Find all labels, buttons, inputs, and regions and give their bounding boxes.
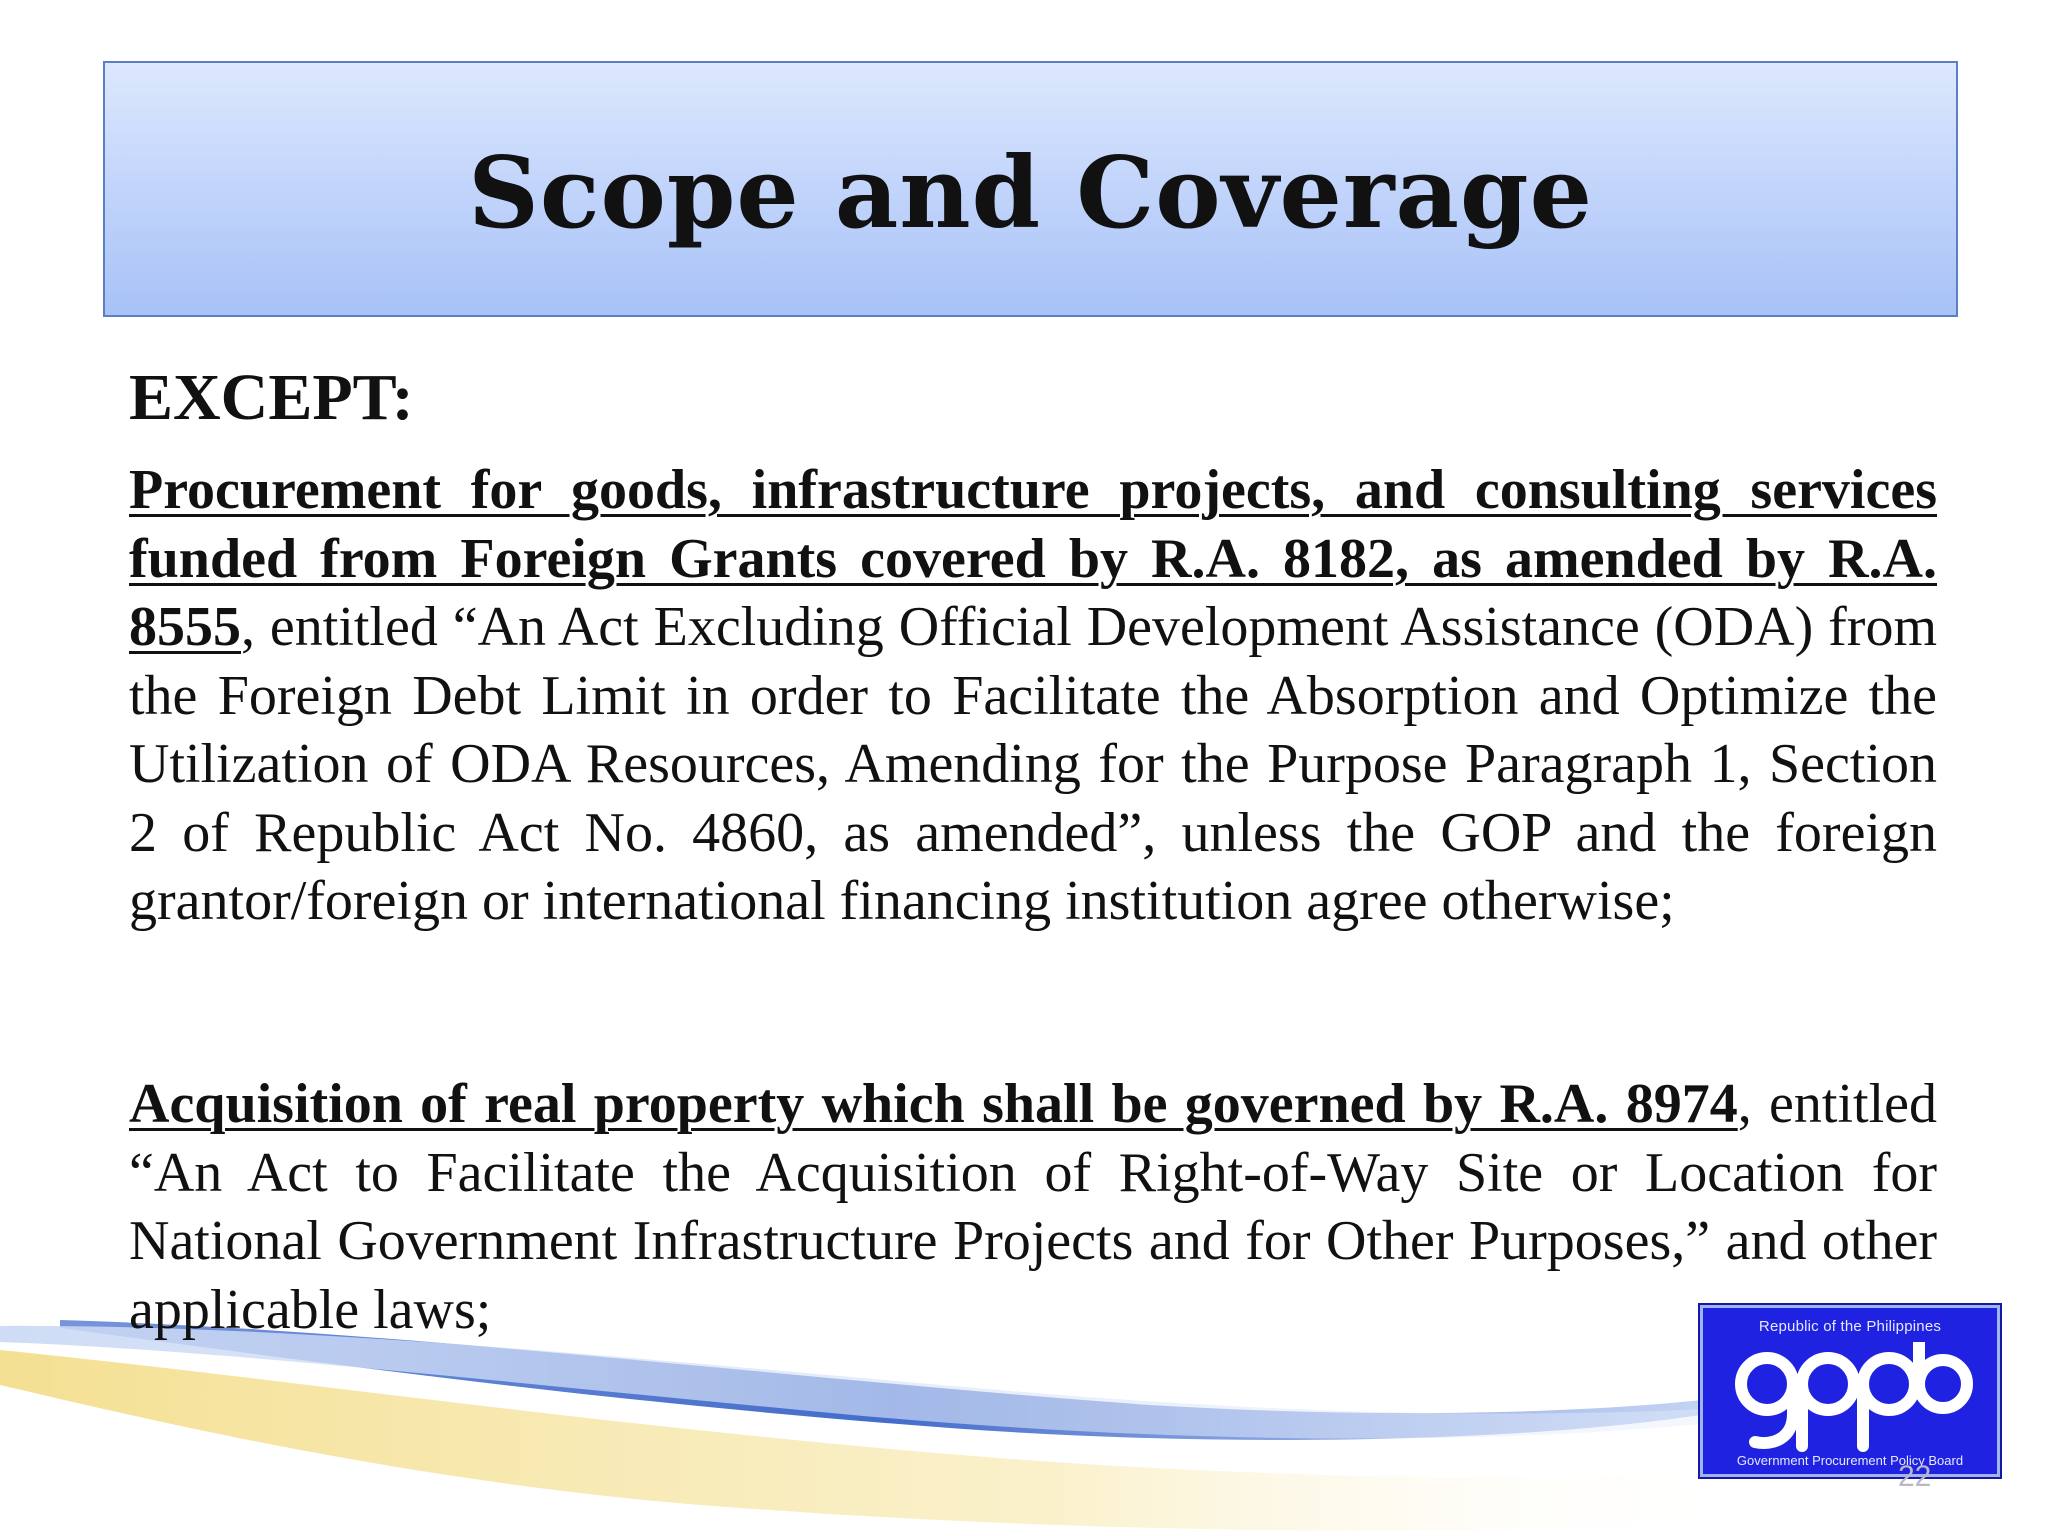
gppb-mark-icon (1733, 1342, 1973, 1452)
page-number: 22 (1898, 1460, 1932, 1493)
exception-1-lead: Procurement for goods, infrastructure projects, and consulting services funded from Foreign Grants covered by R.A. 8182, as amended by R.A. 8555 (129, 459, 1937, 658)
slide-title: Scope and Coverage (468, 135, 1593, 251)
logo-top-text: Republic of the Philippines (1758, 1318, 1942, 1335)
gppb-logo (1700, 1305, 2000, 1477)
exception-paragraph-2 (129, 1070, 1937, 1344)
exception-2-text: , entitled “An Act to Facilitate the Acquisition of Right-of-Way Site or Location for National Government Infrastructure Projects and for Other Purposes,” and other applicable laws; (129, 1073, 1938, 1341)
exception-2-lead: Acquisition of real property which shall be governed by R.A. 8974 (129, 1073, 1738, 1135)
section-heading: EXCEPT: (129, 361, 414, 434)
exception-1-text: , entitled “An Act Excluding Official Development Assistance (ODA) from the Foreign Debt Limit in order to Facilitate the Absorption and Optimize the Utilization of ODA Resources, Amending for the Purpose Paragraph 1, Section 2 of Republic Act No. 4860, as amended”, unless the GOP and the foreign grantor/foreign or international financing institution agree otherwise; (129, 596, 1937, 932)
exception-paragraph-1 (129, 456, 1937, 936)
logo-bottom-text: Government Procurement Policy Board (1736, 1453, 1964, 1468)
title-banner (103, 61, 1958, 317)
